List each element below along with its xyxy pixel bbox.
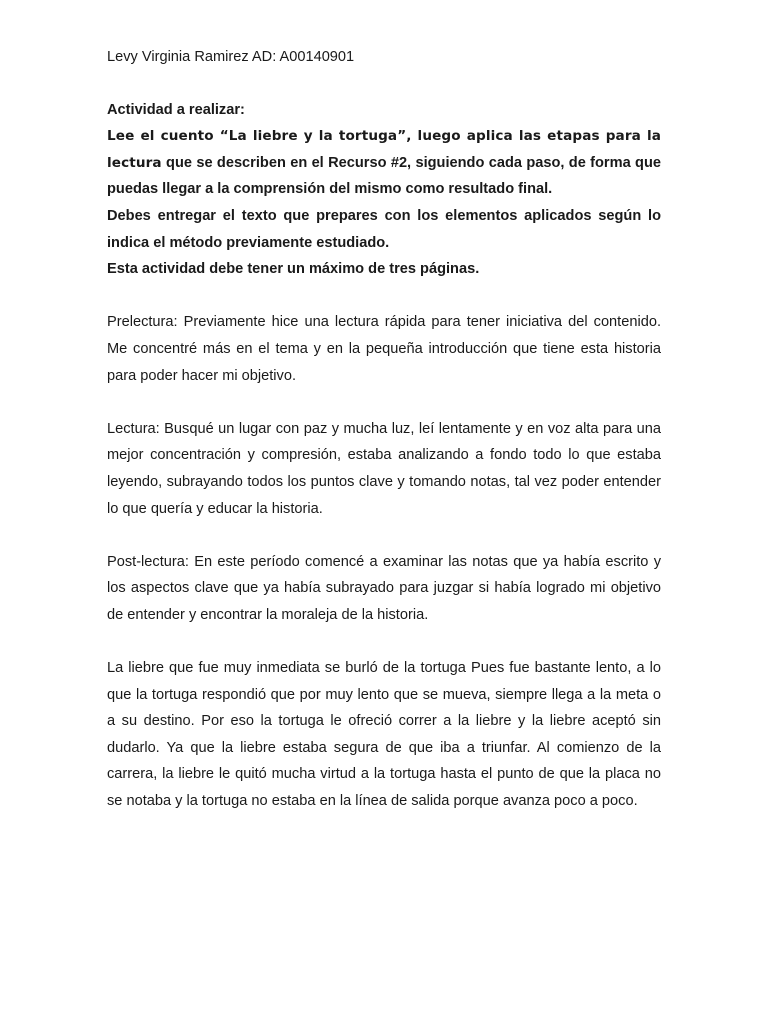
lectura-paragraph: Lectura: Busqué un lugar con paz y mucha luz, leí lentamente y en voz alta para una mejor concentración y compresión, estaba analizando a fondo todo lo que estaba leyendo, subrayando todos los puntos clave y tomando notas, tal vez poder entender lo que quería y educar la historia. [107, 420, 661, 517]
instructions-paragraph-2: Debes entregar el texto que prepares con los elementos aplicados según lo indica el método previamente estudiado. [107, 207, 661, 251]
instructions-paragraph-3: Esta actividad debe tener un máximo de tres páginas. [107, 261, 480, 278]
activity-instructions [107, 97, 661, 283]
post-lectura-paragraph: Post-lectura: En este período comencé a examinar las notas que ya había escrito y los aspectos clave que ya había subrayado para juzgar si había logrado mi objetivo de entender y encontrar la moraleja de la historia. [107, 553, 661, 623]
student-name-line: Levy Virginia Ramirez AD: A00140901 [107, 49, 355, 65]
prelectura-paragraph: Prelectura: Previamente hice una lectura rápida para tener iniciativa del contenido. Me concentré más en el tema y en la pequeña introducción que tiene esta historia para poder hacer mi objetivo. [107, 314, 661, 384]
instructions-heading: Actividad a realizar: [107, 101, 245, 118]
document-page [107, 44, 661, 815]
story-summary-paragraph: La liebre que fue muy inmediata se burló de la tortuga Pues fue bastante lento, a lo que la tortuga respondió que por muy lento que se mueva, siempre llega a la meta o a su destino. Por eso la tortuga le ofreció correr a la liebre y la liebre aceptó sin dudarlo. Ya que la liebre estaba segura de que iba a triunfar. Al comienzo de la carrera, la liebre le quitó mucha virtud a la tortuga hasta el punto de que la placa no se notaba y la tortuga no estaba en la línea de salida porque avanza poco a poco. [107, 660, 661, 810]
instructions-paragraph-1-rest: que se describen en el Recurso #2, siguiendo cada paso, de forma que puedas llegar a la comprensión del mismo como resultado final. [107, 154, 661, 198]
instructions-paragraph-1-lead: Lee el cuento “La liebre y la tortuga”, luego aplica las etapas para la lectura [107, 128, 661, 171]
instructions-paragraph-1 [107, 123, 661, 203]
